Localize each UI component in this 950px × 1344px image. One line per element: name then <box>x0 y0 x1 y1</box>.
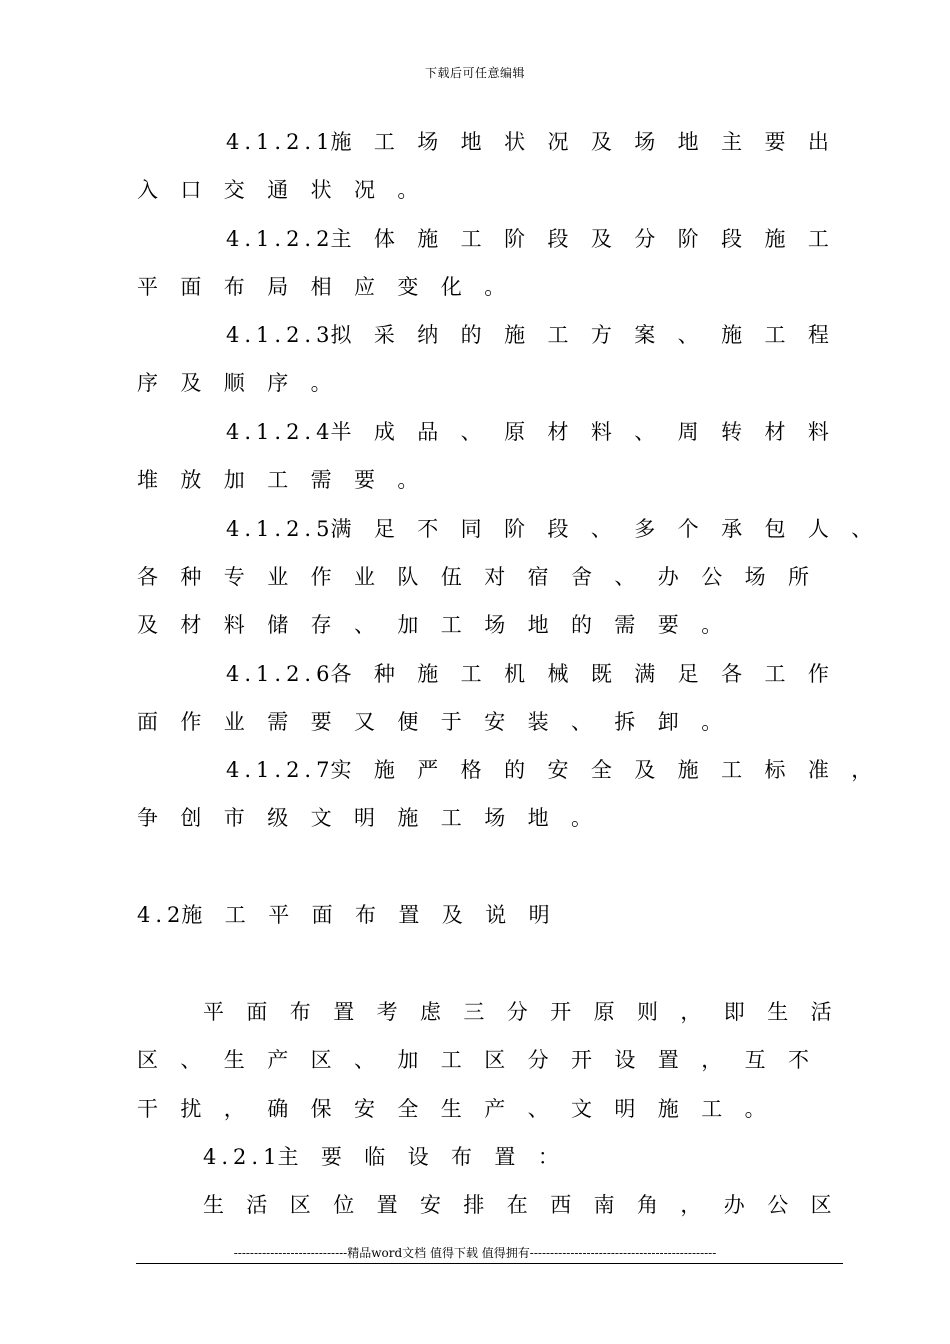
section-text: 施工场地状况及场地主要出 <box>330 130 852 154</box>
section-text: 主体施工阶段及分阶段施工 <box>330 227 852 251</box>
paragraph-line1: 平面布置考虑三分开原则，即生活 <box>203 1000 854 1024</box>
section-4-1-2-6-line2: 面作业需要又便于安装、拆卸。 <box>137 710 745 734</box>
section-4-1-2-6-line1 <box>226 660 851 688</box>
page-footer: ----------------------------精品word文档 值得下载 值得拥有---------------------------------------------- <box>233 1246 717 1260</box>
section-4-1-2-3-line2: 序及顺序。 <box>137 371 354 395</box>
section-4-1-2-7-line2: 争创市级文明施工场地。 <box>137 806 615 830</box>
section-4-1-2-2-line1 <box>226 225 851 253</box>
section-4-1-2-7-line1 <box>226 756 895 784</box>
subheading-number: 4.2.1 <box>203 1145 282 1169</box>
heading-text: 施工平面布置及说明 <box>181 903 573 927</box>
section-number: 4.1.2.6 <box>226 662 335 686</box>
section-number: 4.1.2.4 <box>226 420 335 444</box>
subheading-4-2-1 <box>203 1143 581 1171</box>
section-4-1-2-2-line2: 平面布局相应变化。 <box>137 275 528 299</box>
heading-number: 4.2 <box>137 903 186 927</box>
section-number: 4.1.2.1 <box>226 130 335 154</box>
section-4-1-2-1-line1 <box>226 128 851 156</box>
section-number: 4.1.2.7 <box>226 758 335 782</box>
heading-4-2 <box>137 901 572 929</box>
footer-rule <box>136 1263 843 1264</box>
paragraph-last-line: 生活区位置安排在西南角，办公区 <box>203 1193 854 1217</box>
section-text: 各种施工机械既满足各工作 <box>330 662 852 686</box>
section-number: 4.1.2.3 <box>226 323 335 347</box>
page-header: 下载后可任意编辑 <box>424 66 525 80</box>
section-4-1-2-1-line2: 入口交通状况。 <box>137 178 441 202</box>
section-text: 拟采纳的施工方案、施工程 <box>330 323 852 347</box>
section-4-1-2-5-line1 <box>226 515 895 543</box>
subheading-text: 主要临设布置： <box>277 1145 582 1169</box>
section-text: 实施严格的安全及施工标准， <box>330 758 895 782</box>
section-4-1-2-4-line1 <box>226 418 851 446</box>
paragraph-line3: 干扰，确保安全生产、文明施工。 <box>137 1097 788 1121</box>
section-4-1-2-4-line2: 堆放加工需要。 <box>137 468 441 492</box>
section-text: 满足不同阶段、多个承包人、 <box>330 517 895 541</box>
section-number: 4.1.2.5 <box>226 517 335 541</box>
section-4-1-2-5-line2: 各种专业作业队伍对宿舍、办公场所 <box>137 565 832 589</box>
section-4-1-2-5-line3: 及材料储存、加工场地的需要。 <box>137 613 745 637</box>
section-4-1-2-3-line1 <box>226 321 851 349</box>
section-number: 4.1.2.2 <box>226 227 335 251</box>
section-text: 半成品、原材料、周转材料 <box>330 420 852 444</box>
paragraph-line2: 区、生产区、加工区分开设置，互不 <box>137 1048 832 1072</box>
